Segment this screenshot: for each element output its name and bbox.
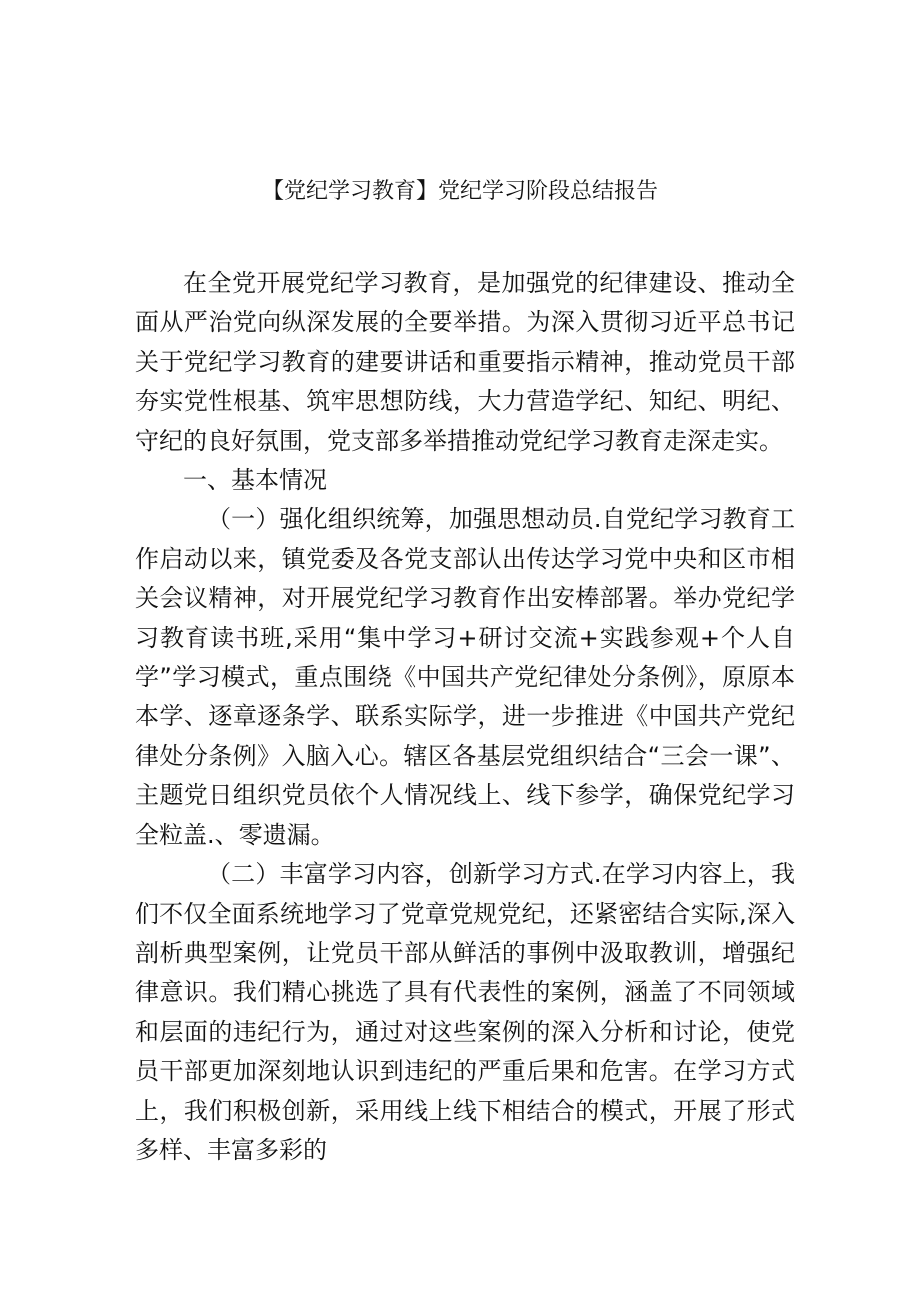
- paragraph-organization: （一）强化组织统筹，加强思想动员.自党纪学习教育工作启动以来，镇党委及各党支部认出传达学习党中央和区市相关会议精神，对开展党纪学习教育作出安棒部署。举办党纪学习教育读书班,采用“集中学习+研讨交流+实践参观+个人自学”学习模式，重点围绕《中国共产党纪律处分条例》，原原本本学、逐章逐条学、联系实际学，进一步推进《中国共产党纪律处分条例》入脑入心。辖区各基层党组织结合“三会一课”、主题党日组织党员依个人情况线上、线下参学，确保党纪学习全粒盖.、零遗漏。: [135, 505, 795, 849]
- paragraph-intro: 在全党开展党纪学习教育，是加强党的纪律建设、推动全面从严治党向纵深发展的全要举措。为深入贯彻习近平总书记关于党纪学习教育的建要讲话和重要指示精神，推动党员干部夯实党性根基、筑牢思想防线，大力营造学纪、知纪、明纪、守纪的良好氛围，党支部多举措推动党纪学习教育走深走实。: [135, 269, 795, 455]
- paragraph-learning-content: （二）丰富学习内容，创新学习方式.在学习内容上，我们不仅全面系统地学习了党章党规党纪，还紧密结合实际,深入剖析典型案例，让党员干部从鲜活的事例中汲取教训，增强纪律意识。我们精心挑选了具有代表性的案例，涵盖了不同领域和层面的违纪行为，通过对这些案例的深入分析和讨论，使党员干部更加深刻地认识到违纪的严重后果和危害。在学习方式上，我们积极创新，采用线上线下相结合的模式，开展了形式多样、丰富多彩的: [135, 860, 795, 1164]
- document-body: [135, 264, 795, 1170]
- section-heading-basic-situation: 一、基本情况: [183, 466, 327, 495]
- document-title: 【党纪学习教育】党纪学习阶段总结报告: [261, 179, 658, 204]
